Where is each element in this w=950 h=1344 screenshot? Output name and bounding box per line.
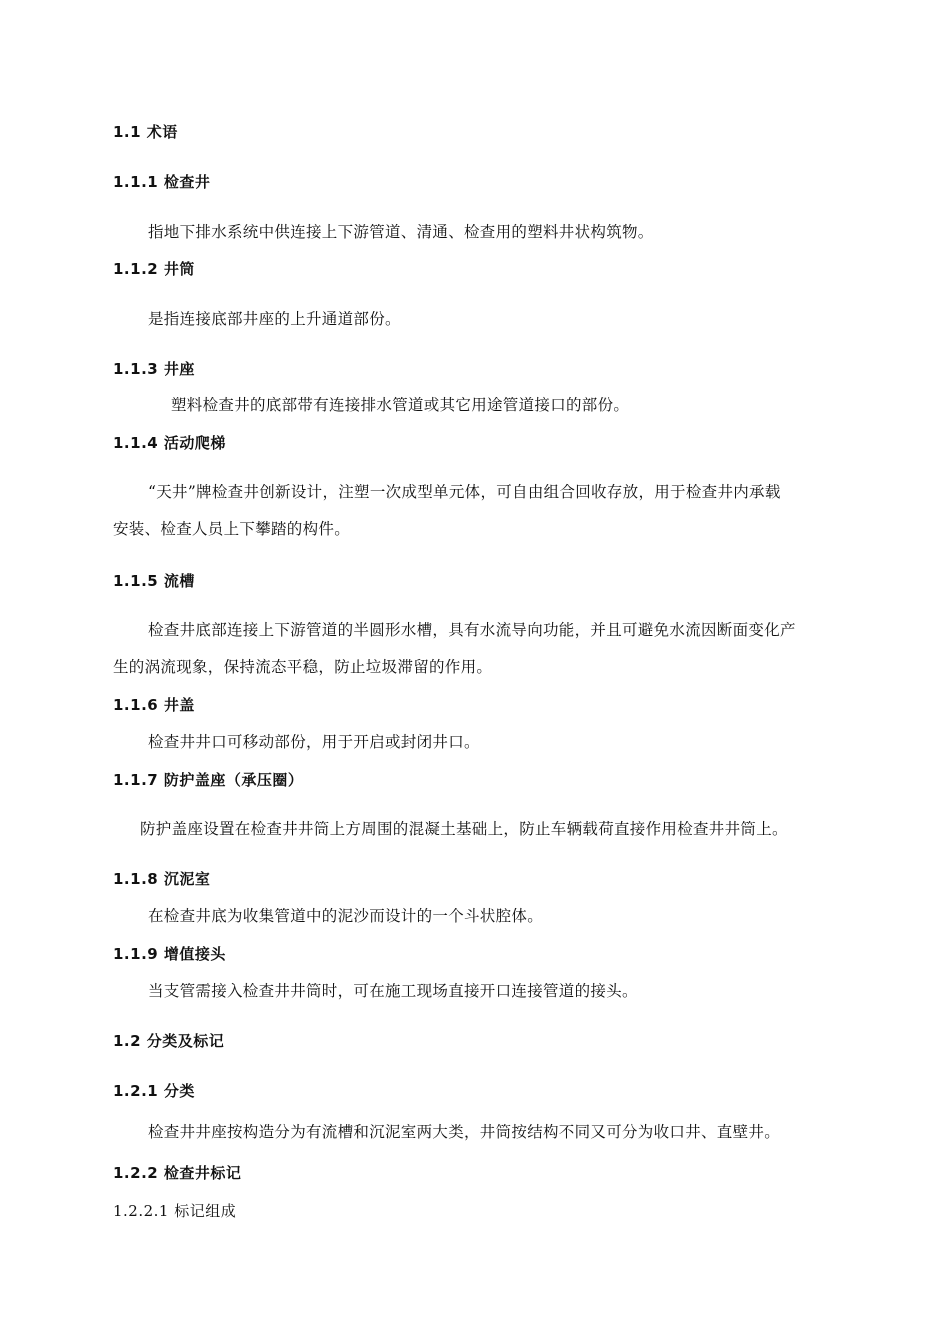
heading-1-2: 1.2 分类及标记 (113, 1032, 225, 1050)
paragraph-1-1-5-line-1: 检查井底部连接上下游管道的半圆形水槽，具有水流导向功能，并且可避免水流因断面变化产 (148, 621, 796, 639)
paragraph-1-1-4-line-2: 安装、检查人员上下攀踏的构件。 (113, 520, 351, 538)
heading-1-1-5: 1.1.5 流槽 (113, 572, 195, 590)
heading-1-1-2: 1.1.2 井筒 (113, 260, 195, 278)
heading-1-2-2-1: 1.2.2.1 标记组成 (113, 1202, 237, 1220)
paragraph-1-1-2: 是指连接底部井座的上升通道部份。 (148, 310, 401, 328)
heading-1-1-6: 1.1.6 井盖 (113, 696, 195, 714)
paragraph-1-1-7: 防护盖座设置在检查井井筒上方周围的混凝土基础上，防止车辆载荷直接作用检查井井筒上。 (140, 820, 788, 838)
paragraph-1-1-4-line-1: “天井”牌检查井创新设计，注塑一次成型单元体，可自由组合回收存放，用于检查井内承载 (148, 483, 781, 501)
heading-1-1-3: 1.1.3 井座 (113, 360, 195, 378)
paragraph-1-1-1: 指地下排水系统中供连接上下游管道、清通、检查用的塑料井状构筑物。 (148, 223, 654, 241)
paragraph-1-1-6: 检查井井口可移动部份，用于开启或封闭井口。 (148, 733, 480, 751)
paragraph-1-1-9: 当支管需接入检查井井筒时，可在施工现场直接开口连接管道的接头。 (148, 982, 638, 1000)
heading-1-1-7: 1.1.7 防护盖座（承压圈） (113, 771, 304, 789)
heading-1-2-2: 1.2.2 检查井标记 (113, 1164, 242, 1182)
heading-1-1-9: 1.1.9 增值接头 (113, 945, 226, 963)
heading-1-1: 1.1 术语 (113, 123, 178, 141)
heading-1-2-1: 1.2.1 分类 (113, 1082, 195, 1100)
heading-1-1-4: 1.1.4 活动爬梯 (113, 434, 226, 452)
paragraph-1-1-5-line-2: 生的涡流现象，保持流态平稳，防止垃圾滞留的作用。 (113, 658, 493, 676)
paragraph-1-2-1: 检查井井座按构造分为有流槽和沉泥室两大类，井筒按结构不同又可分为收口井、直壁井。 (148, 1123, 781, 1141)
heading-1-1-8: 1.1.8 沉泥室 (113, 870, 211, 888)
paragraph-1-1-8: 在检查井底为收集管道中的泥沙而设计的一个斗状腔体。 (148, 907, 544, 925)
heading-1-1-1: 1.1.1 检查井 (113, 173, 211, 191)
paragraph-1-1-3: 塑料检查井的底部带有连接排水管道或其它用途管道接口的部份。 (171, 396, 630, 414)
